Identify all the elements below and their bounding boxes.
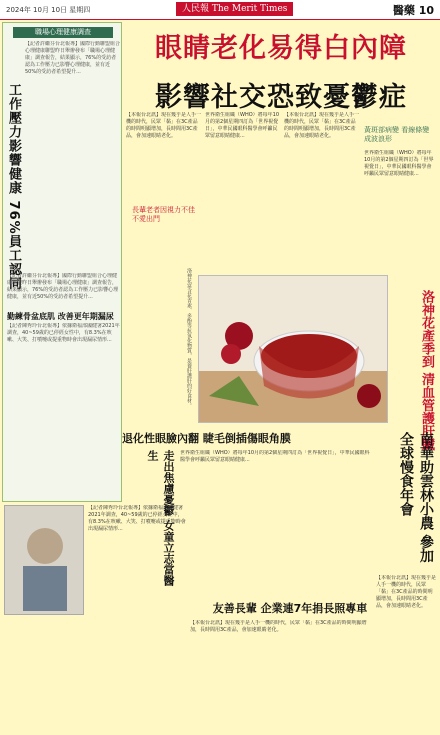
story2-body: 世界衛生組織（WHO）將每年10月的第2個星期四訂為「世界視覺日」，中華民國眼科醫學會呼籲民眾留意眼睛健康...	[180, 450, 370, 463]
masthead	[0, 0, 440, 20]
quote-green: 黃斑部病變 看線條變成波浪形	[364, 126, 430, 143]
quote-red: 長輩老者因視力不佳 不愛出門	[132, 206, 195, 223]
story2-title: 退化性眼臉內翻 睫毛倒插傷眼角膜	[122, 432, 291, 445]
main-body-col3: 【本報台北訊】現在幾乎是人手一機的時代，民眾「黏」在3C產品的時間明顯增加，長時間用3C產品，會加速眼睛老化。	[284, 112, 359, 139]
right-story-title: 南華助雲林小農 參加全球慢食年會	[398, 432, 434, 563]
bottom-left-photo	[4, 505, 84, 615]
newspaper-brand: 人民報 The Merit Times	[176, 2, 293, 16]
headline-1: 眼睛老化易得白內障	[155, 33, 407, 64]
right-story-body: 【本報台北訊】現在幾乎是人手一機的時代，民眾「黏」在3C產品的時間明顯增加，長時間用3C產品，會加速眼睛老化。	[376, 575, 436, 609]
main-body-col2: 世界衛生組織（WHO）將每年10月的第2個星期四訂為「世界視覺日」，中華民國眼科醫學會呼籲民眾留意眼睛健康...	[205, 112, 280, 139]
left-tag: 職場心理健康調查	[13, 27, 113, 38]
left-body: 【記者許繼芬台北報導】國際行動聯盟組合心理健康聯盟昨日舉辦發布「職場心理健康」調查報告，結果顯示，76%的受訪者認為工作壓力已影響心理健康，並有近50%的受訪者希望提升...	[25, 41, 120, 75]
issue-date: 2024年 10月 10日 星期四	[6, 6, 91, 14]
side-feature-title-text: 洛神花產季到 清血管護肝臟	[419, 290, 434, 451]
main-headline	[126, 26, 436, 114]
vstory-title: 走出焦慮憂鬱 女童立志當醫生	[146, 450, 175, 586]
left-body-extra: 【記者許繼芬台北報導】國際行動聯盟組合心理健康聯盟昨日舉辦發布「職場心理健康」調查報告，結果顯示，76%的受訪者認為工作壓力已影響心理健康，並有近50%的受訪者希望提升...	[7, 273, 119, 300]
side-feature-title	[392, 290, 436, 451]
main-body-col1: 【本報台北訊】現在幾乎是人手一機的時代，民眾「黏」在3C產品的時間明顯增加，長時間用3C產品，會加速眼睛老化。	[126, 112, 201, 139]
roselle-tea-photo	[198, 275, 388, 423]
story2	[122, 430, 370, 448]
left-subhead: 勤練骨盆底肌 改善更年期漏尿	[7, 312, 114, 321]
bottom-story-body: 【本報台北訊】現在幾乎是人手一機的時代，民眾「黏」在3C產品的時間明顯增加，長時間用3C產品，會加速眼睛老化。	[190, 620, 367, 633]
bottom-story-title: 友善長輩 企業連7年捐長照專車	[212, 602, 368, 615]
section-label: 醫藥 10	[392, 4, 434, 17]
left-column	[2, 22, 122, 502]
main-body-col4: 世界衛生組織（WHO）將每年10月的第2個星期四訂為「世界視覺日」，中華民國眼科醫學會呼籲民眾留意眼睛健康...	[364, 150, 434, 177]
left-body2: 【記者陳秀玲台北報導】依據衛福部國健署2021年調查，40~59歲的已停經女性中，有8.3%在咳嗽、大笑、打噴嚏或提重物時會出現漏尿情形...	[7, 323, 120, 343]
bottom-left-body: 【記者陳秀玲台北報導】依據衛福部國健署2021年調查，40~59歲的已停經女性中，有8.3%在咳嗽、大笑、打噴嚏或提重物時會出現漏尿情形...	[88, 505, 186, 532]
left-vertical-title: 工作壓力影響健康 76%員工認同	[6, 83, 21, 291]
headline-2: 影響社交恐致憂鬱症	[155, 82, 407, 113]
photo-caption: 洛神花富含花青素、多酚等抗氧化物質，是養肝護肝的好食材。	[186, 268, 192, 408]
